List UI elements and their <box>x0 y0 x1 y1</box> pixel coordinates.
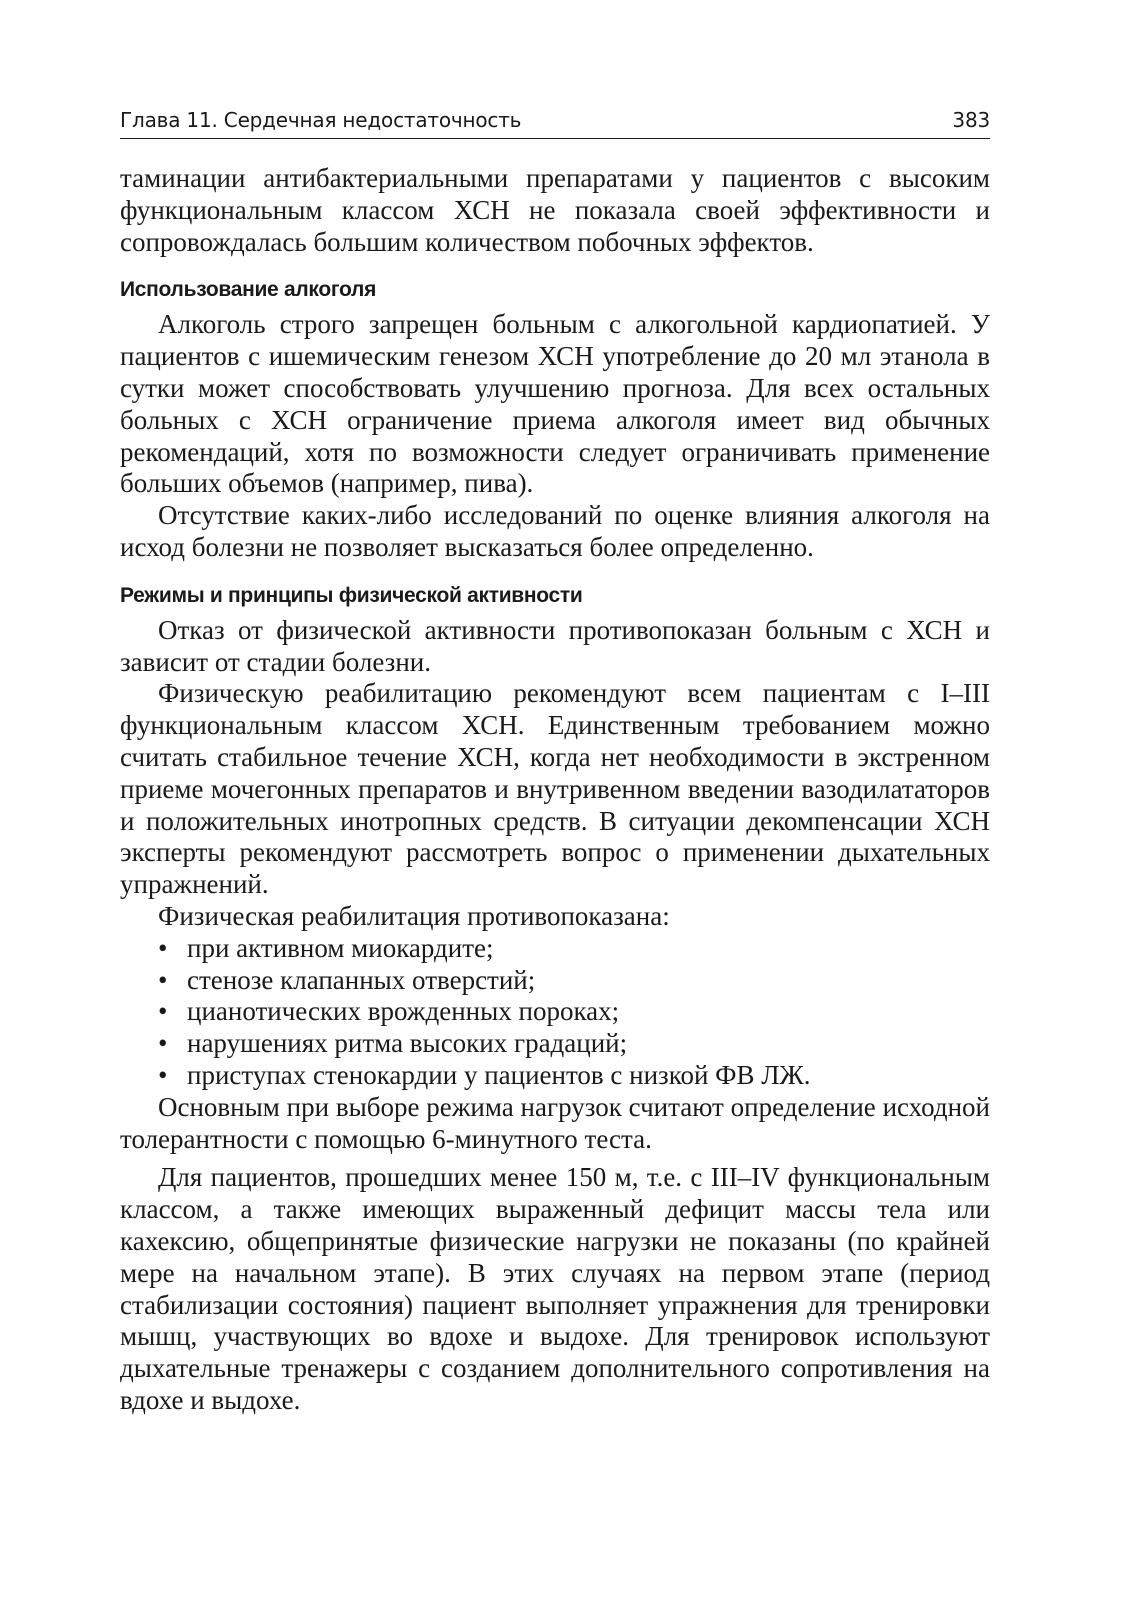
chapter-title: Глава 11. Сердечная недостаточность <box>120 108 522 132</box>
paragraph-continuation: таминации антибактериальными препаратами у пациентов с высоким функциональным классом ХСН не показала своей эффективности и сопровождалась большим количеством побочных эффектов. <box>120 163 990 257</box>
bullet-icon: • <box>158 1059 168 1090</box>
paragraph-activity-1: Отказ от физической активности противопоказан больным с ХСН и зависит от стадии болезни. <box>120 614 990 677</box>
list-item: • приступах стенокардии у пациентов с низкой ФВ ЛЖ. <box>158 1059 811 1090</box>
list-item: • нарушениях ритма высоких градаций; <box>158 1028 628 1059</box>
paragraph-alcohol-1: Алкоголь строго запрещен больным с алкогольной кардиопатией. У пациентов с ишемическим генезом ХСН употребление до 20 мл этанола в сутки может способствовать улучшению прогноза. Для всех остальных больных с ХСН ограничение приема алкоголя имеет вид обычных рекомендаций, хотя по возможности следует ограничивать применение больших объемов (например, пива). <box>120 309 990 499</box>
section-heading-alcohol: Использование алкоголя <box>120 278 377 302</box>
paragraph-activity-2: Физическую реабилитацию рекомендуют всем пациентам с I–III функциональным классом ХСН. Единственным требованием можно считать стабильное течение ХСН, когда нет необходимости в экстренном приеме мочегонных препаратов и внутривенном введении вазодилататоров и положительных инотропных средств. В ситуации декомпенсации ХСН эксперты рекомендуют рассмотреть вопрос о применении дыхательных упражнений. <box>120 678 990 900</box>
bullet-icon: • <box>158 932 168 963</box>
paragraph-contraindications-intro: Физическая реабилитация противопоказана: <box>158 900 670 931</box>
list-item: • цианотических врожденных пороках; <box>158 996 620 1027</box>
bullet-icon: • <box>158 996 168 1027</box>
paragraph-alcohol-2: Отсутствие каких-либо исследований по оценке влияния алкоголя на исход болезни не позволяет высказаться более определенно. <box>120 500 990 562</box>
page-number: 383 <box>952 108 990 132</box>
page-body <box>120 163 990 1417</box>
book-page <box>120 108 990 1417</box>
bullet-icon: • <box>158 1028 168 1059</box>
bullet-icon: • <box>158 964 168 995</box>
paragraph-main-choice: Основным при выборе режима нагрузок считают определение исходной толерантности с помощью 6-минутного теста. <box>120 1091 990 1154</box>
paragraph-patients: Для пациентов, прошедших менее 150 м, т.е. с III–IV функциональным классом, а также имеющих выраженный дефицит массы тела или кахексию, общепринятые физические нагрузки не показаны (по крайней мере на начальном этапе). В этих случаях на первом этапе (период стабилизации состояния) пациент выполняет упражнения для тренировки мышц, участвующих во вдохе и выдохе. Для тренировок используют дыхательные тренажеры с созданием дополнительного сопротивления на вдохе и выдохе. <box>120 1162 990 1415</box>
running-head <box>120 108 990 139</box>
contraindications-list <box>120 933 990 1092</box>
section-heading-physical-activity: Режимы и принципы физической активности <box>120 583 583 607</box>
list-item: • стенозе клапанных отверстий; <box>158 964 536 995</box>
list-item: • при активном миокардите; <box>158 932 494 963</box>
